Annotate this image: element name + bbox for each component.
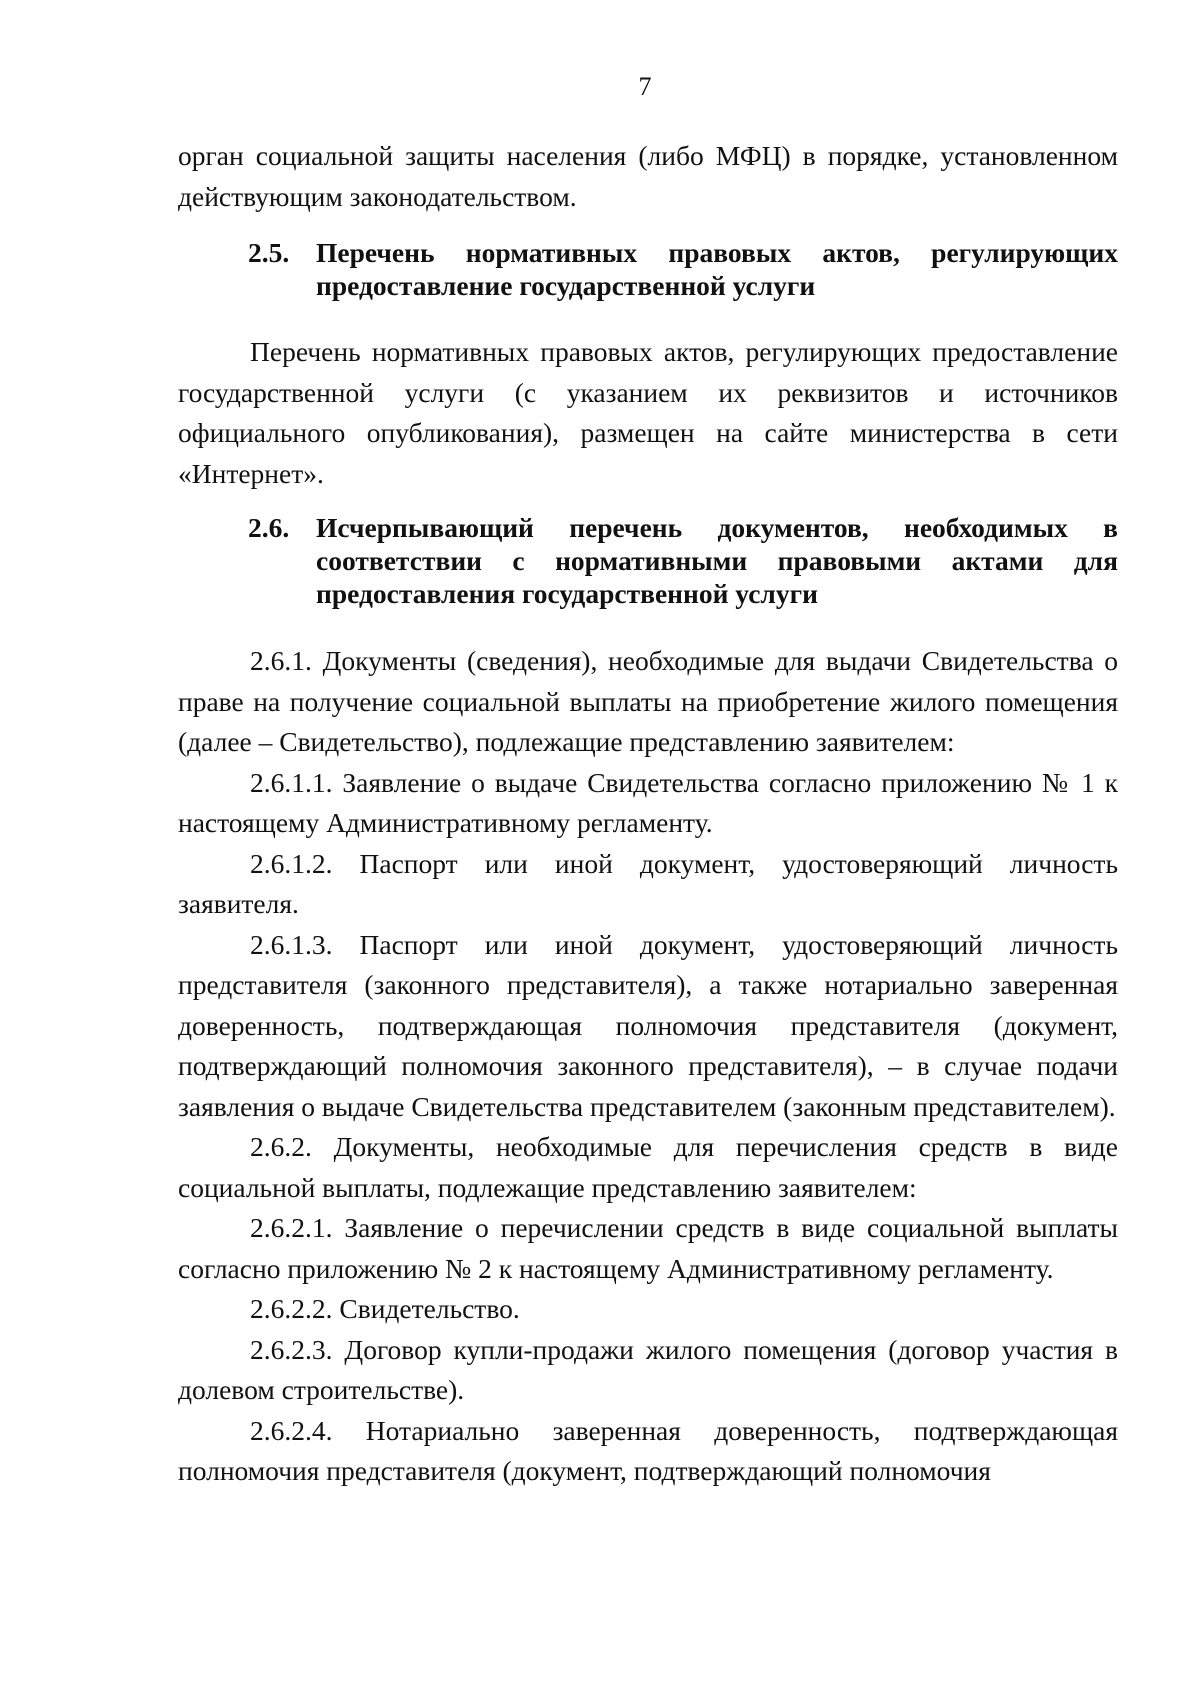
intro-paragraph: орган социальной защиты населения (либо МФЦ) в порядке, установленном действующим законодательством. (178, 140, 1118, 212)
paragraph-2-6-2-2: 2.6.2.2. Свидетельство. (250, 1293, 520, 1324)
section-2-6-number: 2.6. (248, 512, 290, 543)
paragraph-2-6-1-2: 2.6.1.2. Паспорт или иной документ, удостоверяющий личность заявителя. (178, 847, 1118, 919)
page-number: 7 (638, 72, 652, 101)
section-2-5-body (178, 332, 1118, 494)
section-2-5-paragraph: Перечень нормативных правовых актов, регулирующих предоставление государственной услуги (с указанием их реквизитов и источников официального опубликования), размещен на сайте министерства в сети «Интернет». (178, 336, 1118, 489)
section-2-6-title: Исчерпывающий перечень документов, необходимых в соответствии с нормативными правовыми актами для предоставления государственной услуги (316, 512, 1118, 609)
paragraph-2-6-2-4: 2.6.2.4. Нотариально заверенная доверенность, подтверждающая полномочия представителя (документ, подтверждающий полномочия (178, 1414, 1118, 1486)
section-2-6-heading (248, 511, 1118, 610)
section-2-6-body (178, 641, 1118, 1492)
section-2-5-heading (248, 236, 1118, 302)
paragraph-2-6-1-3: 2.6.1.3. Паспорт или иной документ, удостоверяющий личность представителя (законного представителя), а также нотариально заверенная доверенность, подтверждающая полномочия представителя (документ, подтверждающий полномочия законного представителя), – в случае подачи заявления о выдаче Свидетельства представителем (законным представителем). (178, 928, 1118, 1122)
section-2-5-number: 2.5. (248, 237, 290, 268)
paragraph-2-6-2-1: 2.6.2.1. Заявление о перечислении средств в виде социальной выплаты согласно приложению № 2 к настоящему Административному регламенту. (178, 1212, 1118, 1284)
section-2-5-title: Перечень нормативных правовых актов, регулирующих предоставление государственной услуги (316, 237, 1118, 301)
paragraph-2-6-2: 2.6.2. Документы, необходимые для перечисления средств в виде социальной выплаты, подлежащие представлению заявителем: (178, 1131, 1118, 1203)
intro-paragraph-block (178, 136, 1118, 217)
paragraph-2-6-1-1: 2.6.1.1. Заявление о выдаче Свидетельства согласно приложению № 1 к настоящему Административному регламенту. (178, 766, 1118, 838)
paragraph-2-6-2-3: 2.6.2.3. Договор купли-продажи жилого помещения (договор участия в долевом строительстве). (178, 1333, 1118, 1405)
paragraph-2-6-1: 2.6.1. Документы (сведения), необходимые для выдачи Свидетельства о праве на получение социальной выплаты на приобретение жилого помещения (далее – Свидетельство), подлежащие представлению заявителем: (178, 645, 1118, 757)
